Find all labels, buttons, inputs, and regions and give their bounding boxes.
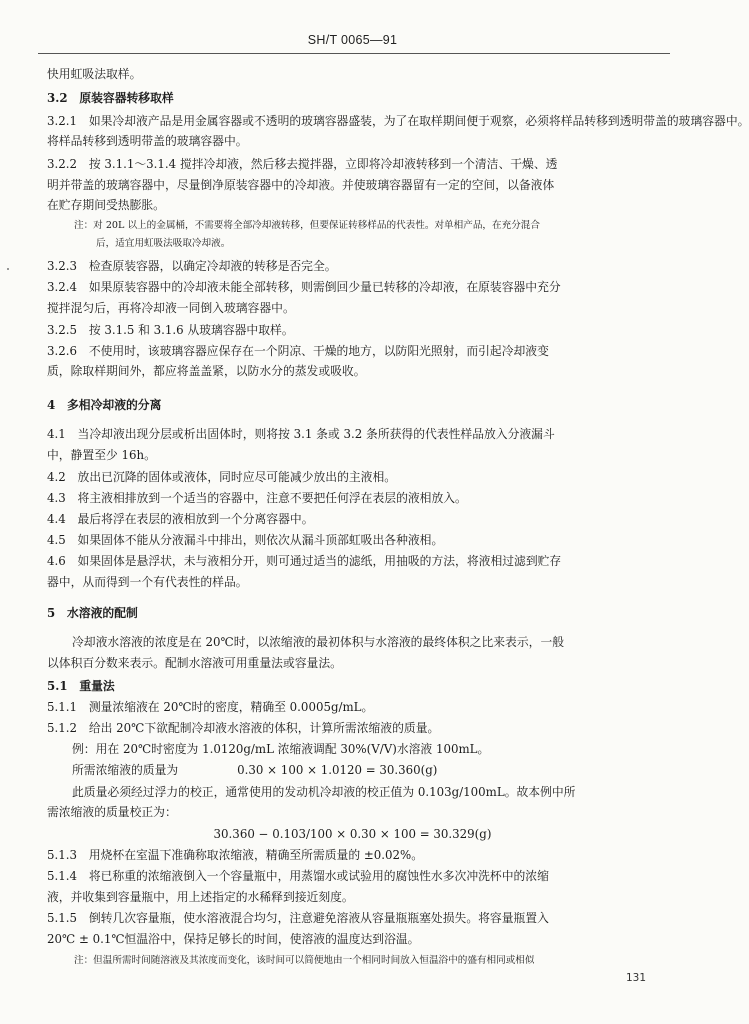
corrected-mass-formula: 30.360 − 0.103/100 × 0.30 × 100 = 30.329(g) [213,827,492,841]
section-5-intro-cont: 以体积百分数来表示。配制水溶液可用重量法或容量法。 [47,656,342,670]
section-heading-3-2: 3.2 原装容器转移取样 [47,91,174,105]
example-mass-line: 所需浓缩液的质量为 0.30 × 100 × 1.0120 = 30.360(g) [72,763,438,777]
clause-4-6-cont: 器中，从而得到一个有代表性的样品。 [47,575,248,589]
clause-4-5: 4.5 如果固体不能从分液漏斗中排出，则依次从漏斗顶部虹吸出各种液相。 [47,533,444,547]
clause-3-2-6-cont: 质，除取样期间外，都应将盖盖紧，以防水分的蒸发或吸收。 [47,364,366,378]
clause-4-1: 4.1 当冷却液出现分层或析出固体时，则将按 3.1 条或 3.2 条所获得的代表性样品放入分液漏斗 [47,427,555,441]
section-heading-5-1: 5.1 重量法 [47,679,115,693]
note-5-1-5: 注：但温所需时间随溶液及其浓度而变化，该时间可以简便地由一个相同时间放入恒温浴中的盛有相同或相似 [74,955,535,966]
clause-3-2-1 [47,113,749,129]
clause-5-1-3: 5.1.3 用烧杯在室温下准确称取浓缩液，精确至所需质量的 ±0.02%。 [47,848,424,862]
text-line: 快用虹吸法取样。 [47,67,142,81]
note-3-2-2: 注：对 20L 以上的金属桶，不需要将全部冷却液转移，但要保证转移样品的代表性。对单相产品，在充分混合 [74,220,540,231]
clause-3-2-4: 3.2.4 如果原装容器中的冷却液未能全部转移，则需倒回少量已转移的冷却液，在原装容器中充分 [47,280,561,294]
clause-4-3: 4.3 将主液相排放到一个适当的容器中，注意不要把任何浮在表层的液相放入。 [47,491,467,505]
clause-5-1-5: 5.1.5 倒转几次容量瓶，使水溶液混合均匀，注意避免溶液从容量瓶瓶塞处损失。将容量瓶置入 [47,911,549,925]
note-3-2-2-cont: 后，适宜用虹吸法吸取冷却液。 [96,238,231,249]
page-number: 131 [626,972,647,984]
clause-3-2-3: 3.2.3 检查原装容器，以确定冷却液的转移是否完全。 [47,259,337,273]
standard-code-header: SH/T 0065—91 [307,33,398,47]
buoyancy-correction-line: 此质量必须经过浮力的校正，通常使用的发动机冷却液的校正值为 0.103g/100mL。故本例中所 [72,785,576,799]
clause-3-2-1-cont: 将样品转移到透明带盖的玻璃容器中。 [47,134,248,148]
clause-5-1-4: 5.1.4 将已称重的浓缩液倒入一个容量瓶中，用蒸馏水或试验用的腐蚀性水多次冲洗杯中的浓缩 [47,869,549,883]
clause-3-2-2-cont: 明并带盖的玻璃容器中，尽量倒净原装容器中的冷却液。并使玻璃容器留有一定的空间，以备液体 [47,178,555,192]
clause-5-1-1: 5.1.1 测量浓缩液在 20℃时的密度，精确至 0.0005g/mL。 [47,700,374,714]
header-rule [38,53,670,54]
clause-3-2-1-text: 3.2.1 如果冷却液产品是用金属容器或不透明的玻璃容器盛装，为了在取样期间便于观察，必须将样品转移到透明带盖的玻璃容器中。 [47,114,749,128]
clause-4-4: 4.4 最后将浮在表层的液相放到一个分离容器中。 [47,512,314,526]
clause-4-2: 4.2 放出已沉降的固体或液体，同时应尽可能减少放出的主液相。 [47,470,397,484]
example-line: 例：用在 20℃时密度为 1.0120g/mL 浓缩液调配 30%(V/V)水溶液 100mL。 [72,742,490,756]
clause-4-6: 4.6 如果固体是悬浮状，未与液相分开，则可通过适当的滤纸，用抽吸的方法，将液相过滤到贮存 [47,554,562,568]
buoyancy-correction-cont: 需浓缩液的质量校正为： [47,805,177,819]
clause-5-1-5-cont: 20℃ ± 0.1℃恒温浴中，保持足够长的时间，使溶液的温度达到浴温。 [47,932,420,946]
section-heading-4: 4 多相冷却液的分离 [47,398,162,412]
section-heading-5: 5 水溶液的配制 [47,606,138,620]
clause-3-2-2: 3.2.2 按 3.1.1～3.1.4 搅拌冷却液，然后移去搅拌器，立即将冷却液转移到一个清洁、干燥、透 [47,157,558,171]
clause-4-1-cont: 中，静置至少 16h。 [47,448,156,462]
clause-3-2-6: 3.2.6 不使用时，该玻璃容器应保存在一个阴凉、干燥的地方，以防阳光照射，而引起冷却液变 [47,344,549,358]
clause-5-1-2: 5.1.2 给出 20℃下欲配制冷却液水溶液的体积，计算所需浓缩液的质量。 [47,721,440,735]
scan-speck [7,268,9,270]
clause-3-2-5: 3.2.5 按 3.1.5 和 3.1.6 从玻璃容器中取样。 [47,323,294,337]
clause-3-2-4-cont: 搅拌混匀后，再将冷却液一同倒入玻璃容器中。 [47,301,295,315]
clause-5-1-4-cont: 液，并收集到容量瓶中，用上述指定的水稀释到接近刻度。 [47,890,354,904]
clause-3-2-2-cont2: 在贮存期间受热膨胀。 [47,198,165,212]
section-5-intro: 冷却液水溶液的浓度是在 20℃时，以浓缩液的最初体积与水溶液的最终体积之比来表示，一般 [72,635,565,649]
